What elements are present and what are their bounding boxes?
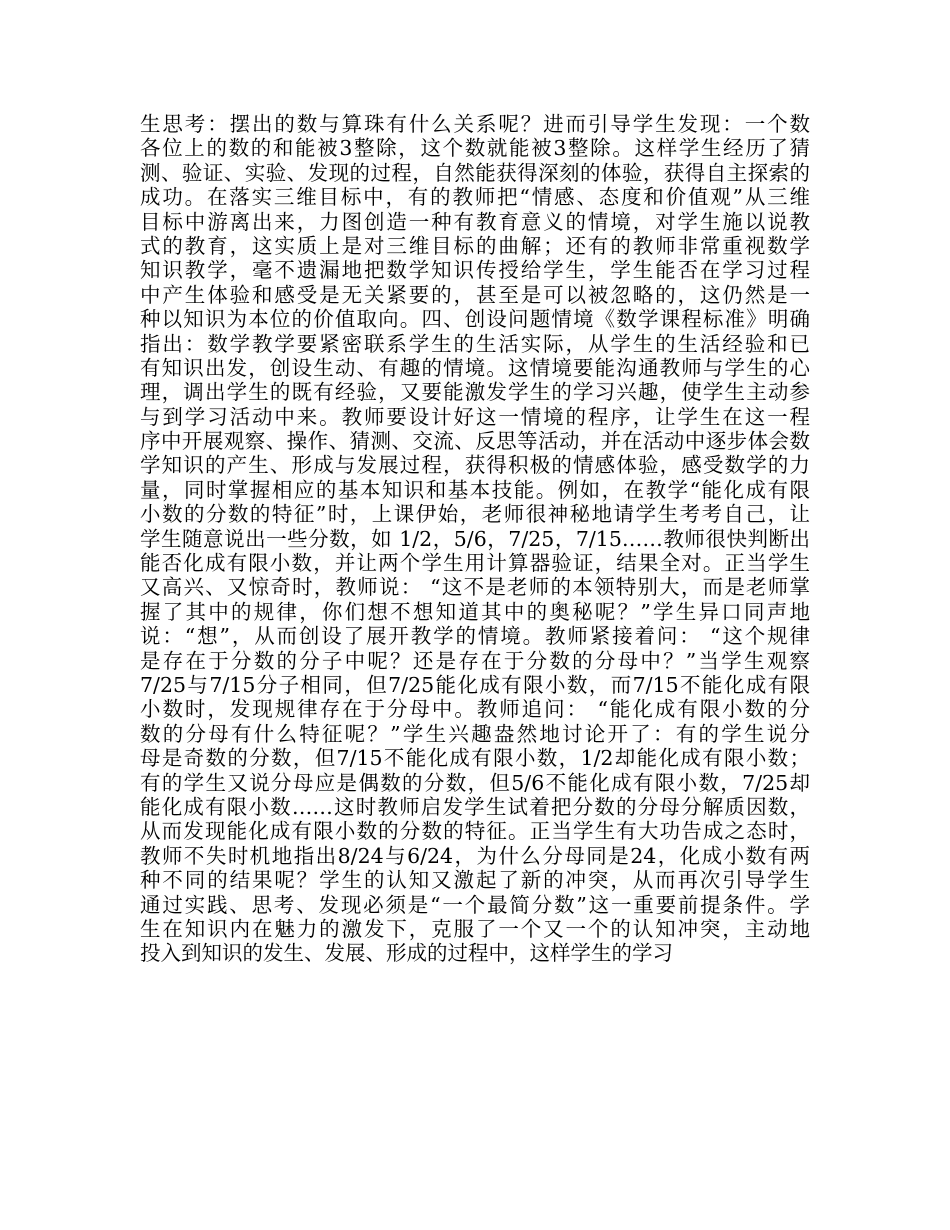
text-line: 7/25与7/15分子相同，但7/25能化成有限小数，而7/15不能化成有限 [140,672,810,697]
text-line: 种以知识为本位的价值取向。四、创设问题情境《数学课程标准》明确 [140,307,810,332]
text-line: 各位上的数的和能被3整除，这个数就能被3整除。这样学生经历了猜 [140,136,810,161]
text-line: 成功。在落实三维目标中，有的教师把“情感、态度和价值观”从三维 [140,185,810,210]
text-line: 握了其中的规律，你们想不想知道其中的奥秘呢？”学生异口同声地 [140,599,810,624]
text-line: 母是奇数的分数，但7/15不能化成有限小数，1/2却能化成有限小数； [140,746,810,771]
text-line: 理，调出学生的既有经验，又要能激发学生的学习兴趣，使学生主动参 [140,380,810,405]
text-line: 有知识出发，创设生动、有趣的情境。这情境要能沟通教师与学生的心 [140,355,810,380]
text-line: 目标中游离出来，力图创造一种有教育意义的情境，对学生施以说教 [140,209,810,234]
text-line: 生思考：摆出的数与算珠有什么关系呢？进而引导学生发现：一个数 [140,112,810,136]
text-line: 小数的分数的特征”时，上课伊始，老师很神秘地请学生考考自己，让 [140,502,810,527]
text-line: 通过实践、思考、发现必须是“一个最简分数”这一重要前提条件。学 [140,892,810,917]
text-line: 数的分母有什么特征呢？”学生兴趣盎然地讨论开了：有的学生说分 [140,721,810,746]
text-line: 指出：数学教学要紧密联系学生的生活实际，从学生的生活经验和已 [140,331,810,356]
text-line: 量，同时掌握相应的基本知识和基本技能。例如，在教学“能化成有限 [140,477,810,502]
text-line: 有的学生又说分母应是偶数的分数，但5/6不能化成有限小数，7/25却 [140,770,810,795]
text-line: 说：“想”，从而创设了展开教学的情境。教师紧接着问： “这个规律 [140,624,810,649]
text-line: 小数时，发现规律存在于分母中。教师追问： “能化成有限小数的分 [140,697,810,722]
text-line: 能否化成有限小数，并让两个学生用计算器验证，结果全对。正当学生 [140,551,810,576]
text-line: 测、验证、实验、发现的过程，自然能获得深刻的体验，获得自主探索的 [140,160,810,185]
text-line: 与到学习活动中来。教师要设计好这一情境的程序，让学生在这一程 [140,404,810,429]
text-line: 又高兴、又惊奇时，教师说： “这不是老师的本领特别大，而是老师掌 [140,575,810,600]
text-line: 是存在于分数的分子中呢？还是存在于分数的分母中？”当学生观察 [140,648,810,673]
text-line: 从而发现能化成有限小数的分数的特征。正当学生有大功告成之态时， [140,819,810,844]
text-line: 教师不失时机地指出8/24与6/24，为什么分母同是24，化成小数有两 [140,843,810,868]
text-line: 种不同的结果呢？学生的认知又激起了新的冲突，从而再次引导学生 [140,868,810,893]
text-line: 学知识的产生、形成与发展过程，获得积极的情感体验，感受数学的力 [140,453,810,478]
text-line: 式的教育，这实质上是对三维目标的曲解；还有的教师非常重视数学 [140,233,810,258]
text-line: 能化成有限小数……这时教师启发学生试着把分数的分母分解质因数， [140,794,810,819]
text-line: 学生随意说出一些分数，如 1/2，5/6，7/25，7/15……教师很快判断出 [140,526,810,551]
body-text [140,112,810,966]
text-line: 投入到知识的发生、发展、形成的过程中，这样学生的学习 [140,941,673,966]
text-line: 知识教学，毫不遗漏地把数学知识传授给学生，学生能否在学习过程 [140,258,810,283]
text-line: 生在知识内在魅力的激发下，克服了一个又一个的认知冲突，主动地 [140,916,810,941]
text-line: 序中开展观察、操作、猜测、交流、反思等活动，并在活动中逐步体会数 [140,429,810,454]
text-line: 中产生体验和感受是无关紧要的，甚至是可以被忽略的，这仍然是一 [140,282,810,307]
